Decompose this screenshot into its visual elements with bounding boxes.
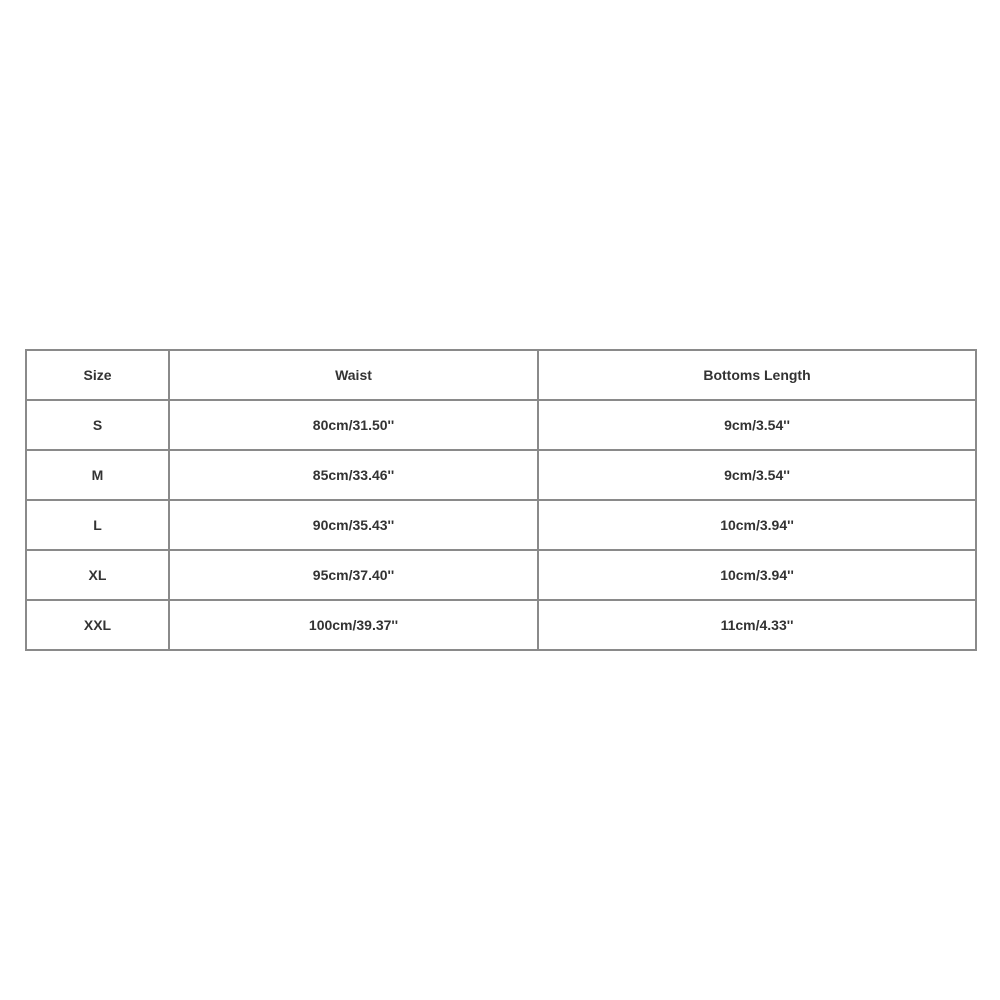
size-cell: M xyxy=(26,450,169,500)
bottoms-length-cell: 10cm/3.94'' xyxy=(538,550,976,600)
size-chart-table xyxy=(25,349,977,651)
bottoms-length-cell: 11cm/4.33'' xyxy=(538,600,976,650)
table-row xyxy=(26,450,976,500)
waist-cell: 95cm/37.40'' xyxy=(169,550,538,600)
size-cell: XXL xyxy=(26,600,169,650)
table-row xyxy=(26,400,976,450)
table-header-row xyxy=(26,350,976,400)
waist-cell: 85cm/33.46'' xyxy=(169,450,538,500)
table-row xyxy=(26,500,976,550)
size-cell: S xyxy=(26,400,169,450)
bottoms-length-cell: 10cm/3.94'' xyxy=(538,500,976,550)
size-cell: XL xyxy=(26,550,169,600)
bottoms-length-cell: 9cm/3.54'' xyxy=(538,450,976,500)
waist-cell: 80cm/31.50'' xyxy=(169,400,538,450)
header-waist: Waist xyxy=(169,350,538,400)
size-cell: L xyxy=(26,500,169,550)
header-size: Size xyxy=(26,350,169,400)
bottoms-length-cell: 9cm/3.54'' xyxy=(538,400,976,450)
table-row xyxy=(26,550,976,600)
waist-cell: 100cm/39.37'' xyxy=(169,600,538,650)
table-row xyxy=(26,600,976,650)
waist-cell: 90cm/35.43'' xyxy=(169,500,538,550)
header-bottoms-length: Bottoms Length xyxy=(538,350,976,400)
